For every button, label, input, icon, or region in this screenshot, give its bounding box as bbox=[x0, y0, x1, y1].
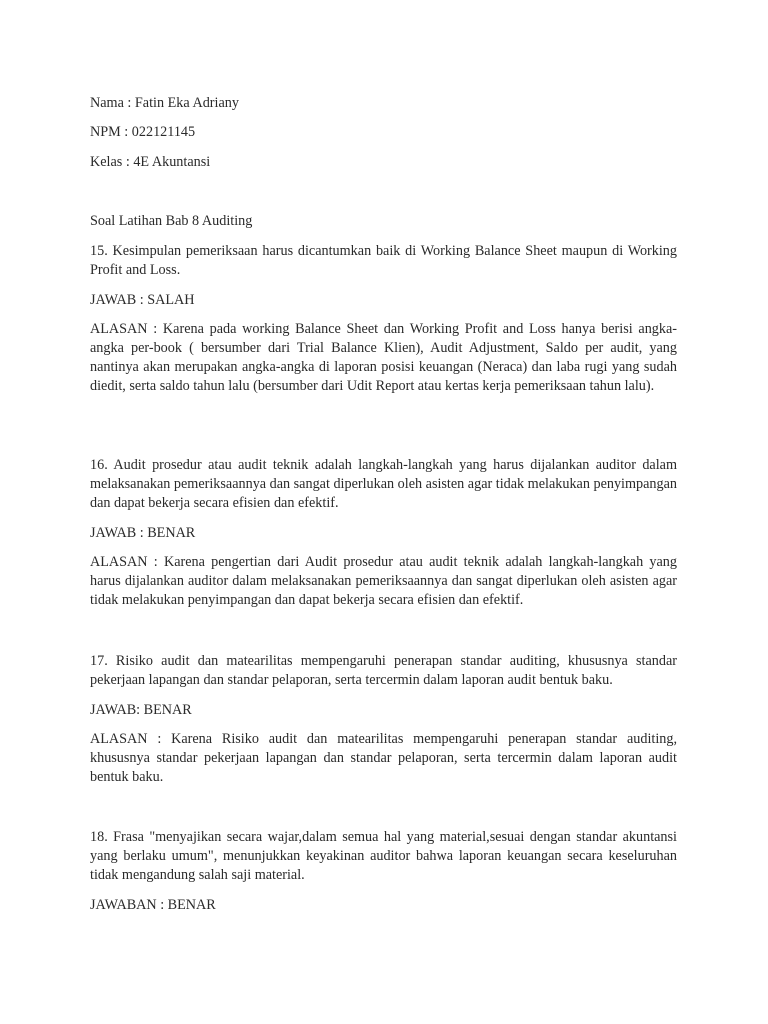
reason-17: ALASAN : Karena Risiko audit dan matearilitas mempengaruhi penerapan standar auditing, khususnya standar pekerjaan lapangan dan standar pelaporan, serta tercermin dalam laporan audit bentuk baku. bbox=[90, 731, 677, 785]
question-15: 15. Kesimpulan pemeriksaan harus dicantumkan baik di Working Balance Sheet maupun di Working Profit and Loss. bbox=[90, 243, 677, 278]
question-16: 16. Audit prosedur atau audit teknik adalah langkah-langkah yang harus dijalankan auditor dalam melaksanakan pemeriksaannya dan sangat diperlukan oleh asisten agar tidak melakukan penyimpangan dan dapat bekerja secara efisien dan efektif. bbox=[90, 457, 677, 511]
student-class: Kelas : 4E Akuntansi bbox=[90, 154, 211, 170]
document-page bbox=[90, 0, 677, 1024]
student-npm: NPM : 022121145 bbox=[90, 124, 196, 140]
answer-16: JAWAB : BENAR bbox=[90, 525, 196, 541]
document-title: Soal Latihan Bab 8 Auditing bbox=[90, 213, 253, 229]
question-17: 17. Risiko audit dan matearilitas mempengaruhi penerapan standar auditing, khususnya standar pekerjaan lapangan dan standar pelaporan, serta tercermin dalam laporan audit bentuk baku. bbox=[90, 653, 677, 688]
reason-16: ALASAN : Karena pengertian dari Audit prosedur atau audit teknik adalah langkah-langkah yang harus dijalankan auditor dalam melaksanakan pemeriksaannya dan sangat diperlukan oleh asisten agar tidak melakukan penyimpangan dan dapat bekerja secara efisien dan efektif. bbox=[90, 554, 677, 608]
student-name: Nama : Fatin Eka Adriany bbox=[90, 95, 239, 111]
answer-15: JAWAB : SALAH bbox=[90, 292, 195, 308]
answer-17: JAWAB: BENAR bbox=[90, 702, 192, 718]
answer-18: JAWABAN : BENAR bbox=[90, 897, 216, 913]
question-18: 18. Frasa "menyajikan secara wajar,dalam semua hal yang material,sesuai dengan standar akuntansi yang berlaku umum", menunjukkan keyakinan auditor bahwa laporan keuangan secara keseluruhan tidak mengandung salah saji material. bbox=[90, 829, 677, 883]
reason-15: ALASAN : Karena pada working Balance Sheet dan Working Profit and Loss hanya berisi angka-angka per-book ( bersumber dari Trial Balance Klien), Audit Adjustment, Saldo per audit, yang nantinya akan merupakan angka-angka di laporan posisi keuangan (Neraca) dan laba rugi yang sudah diedit, serta saldo tahun lalu (bersumber dari Udit Report atau kertas kerja pemeriksaan tahun lalu). bbox=[90, 321, 677, 394]
